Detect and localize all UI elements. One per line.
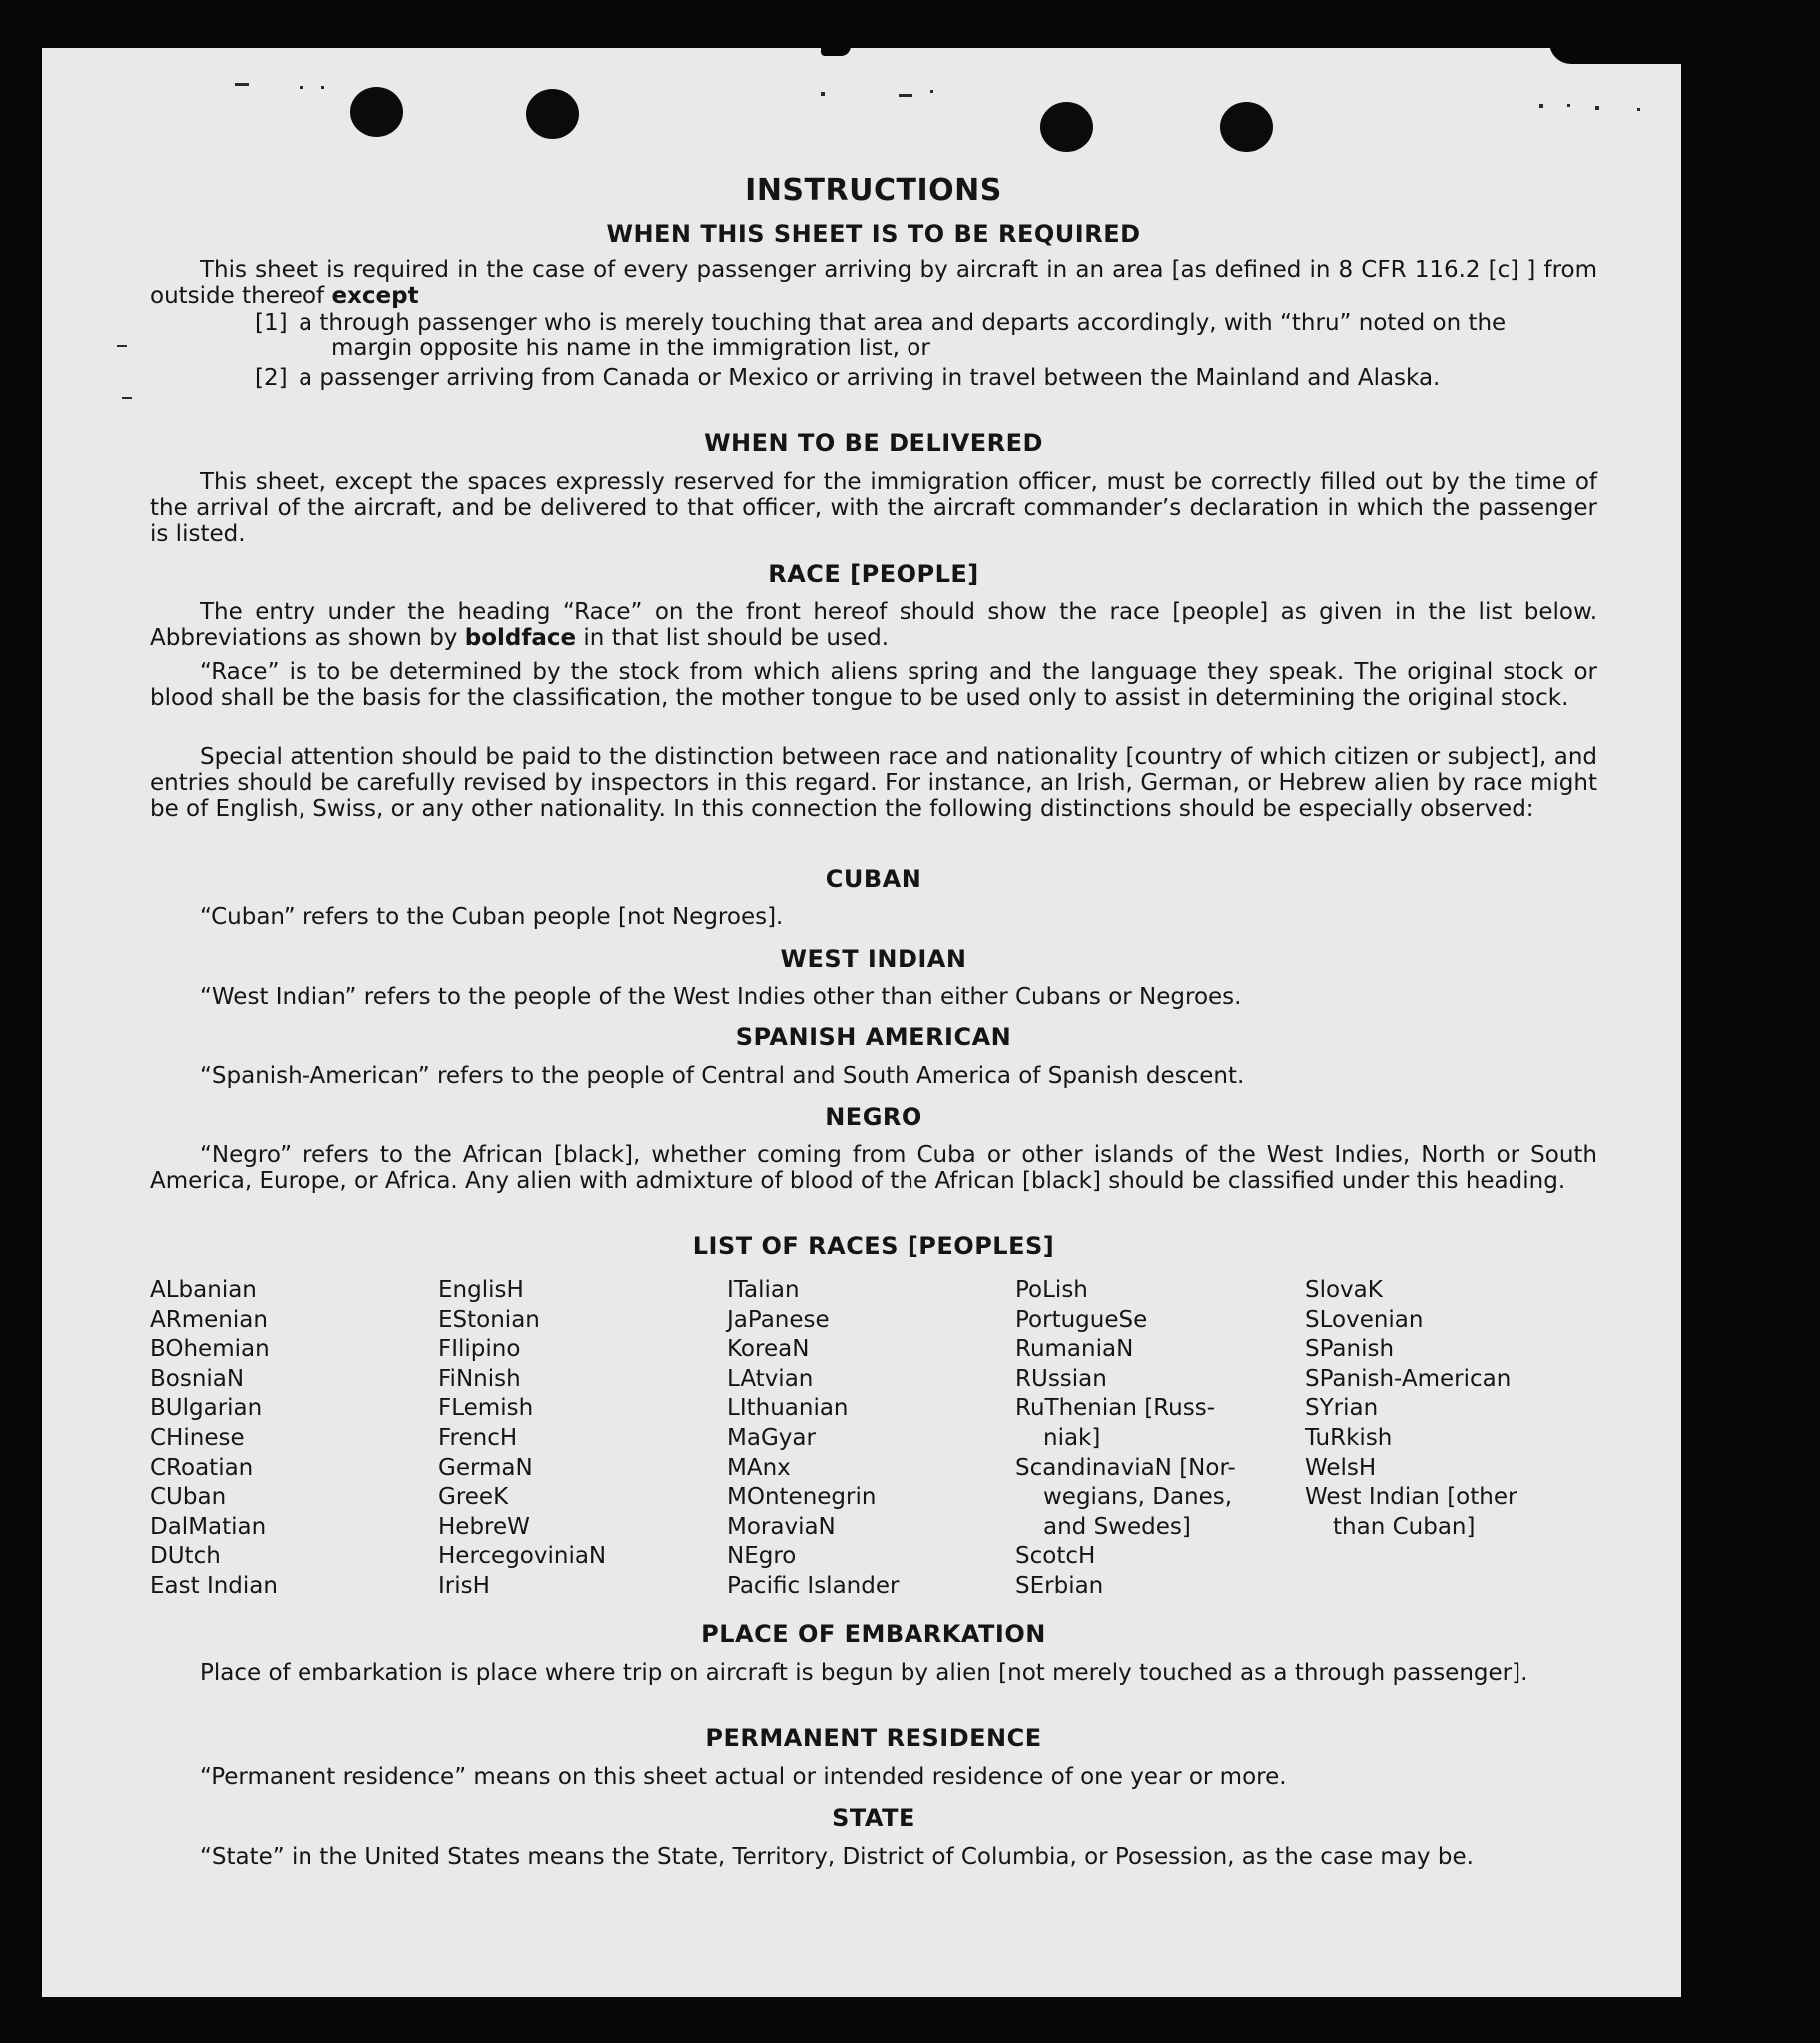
section-heading: STATE bbox=[832, 1804, 915, 1832]
race-entry: NEgro bbox=[727, 1543, 797, 1570]
paragraph: Special attention should be paid to the distinction between race and nationality [country of which citizen or subject], and entries should be carefully revised by inspectors in this regard. For instance, an Irish, German, or Hebrew alien by race might be of English, Swiss, or any other nationality. In this connection the following distinctions should be especially observed: bbox=[150, 744, 1597, 822]
race-entry: MaGyar bbox=[727, 1424, 816, 1451]
speck bbox=[899, 94, 912, 97]
race-entry: SLovenian bbox=[1305, 1306, 1424, 1333]
race-entry: BOhemian bbox=[150, 1336, 270, 1363]
race-entry: RUssian bbox=[1015, 1365, 1107, 1392]
section-heading: WHEN TO BE DELIVERED bbox=[704, 429, 1043, 457]
race-entry: ARmenian bbox=[150, 1306, 268, 1333]
paragraph bbox=[150, 599, 1597, 651]
race-entry: IrisH bbox=[438, 1572, 490, 1599]
race-entry: BUlgarian bbox=[150, 1395, 263, 1422]
race-entry: GreeK bbox=[438, 1484, 509, 1511]
race-entry: FIlipino bbox=[438, 1336, 521, 1363]
paragraph: “Race” is to be determined by the stock from which aliens spring and the language they speak. The original stock or blood shall be the basis for the classification, the mother tongue to be used only to assist in determining the original stock. bbox=[150, 659, 1597, 711]
item-text: a passenger arriving from Canada or Mexico or arriving in travel between the Mainland and Alaska. bbox=[299, 365, 1441, 391]
speck bbox=[930, 90, 933, 93]
race-entry: WelsH bbox=[1305, 1454, 1377, 1481]
race-entry: FrencH bbox=[438, 1424, 518, 1451]
race-entry: CUban bbox=[150, 1484, 227, 1511]
item-number: [2] bbox=[255, 365, 288, 391]
emphasis-text: boldface bbox=[464, 625, 577, 651]
race-entry: MOntenegrin bbox=[727, 1484, 877, 1511]
speck bbox=[235, 83, 249, 86]
race-entry: ScotcH bbox=[1015, 1543, 1096, 1570]
race-entry: RuThenian [Russ- bbox=[1015, 1395, 1216, 1422]
race-entry: SErbian bbox=[1015, 1572, 1104, 1599]
race-entry: CRoatian bbox=[150, 1454, 254, 1481]
race-entry: LIthuanian bbox=[727, 1395, 849, 1422]
race-entry: BosniaN bbox=[150, 1365, 245, 1392]
race-entry: niak] bbox=[1043, 1424, 1101, 1451]
race-entry: DUtch bbox=[150, 1543, 221, 1570]
speck bbox=[321, 86, 324, 89]
paragraph: “Permanent residence” means on this sheet actual or intended residence of one year or more. bbox=[200, 1764, 1287, 1790]
item-text: a through passenger who is merely touching that area and departs accordingly, with “thru” noted on the bbox=[299, 310, 1507, 336]
race-column bbox=[727, 1276, 986, 1602]
punch-hole bbox=[1220, 102, 1273, 152]
emphasis-text: except bbox=[331, 283, 419, 309]
race-entry: RumaniaN bbox=[1015, 1336, 1134, 1363]
race-entry: SPanish-American bbox=[1305, 1365, 1512, 1392]
paragraph: “Cuban” refers to the Cuban people [not Negroes]. bbox=[200, 904, 784, 930]
race-entry: Pacific Islander bbox=[727, 1572, 900, 1599]
section-heading: WEST INDIAN bbox=[780, 945, 967, 973]
speck bbox=[1539, 104, 1543, 108]
race-entry: PortugueSe bbox=[1015, 1306, 1148, 1333]
race-entry: GermaN bbox=[438, 1454, 533, 1481]
race-entry: EStonian bbox=[438, 1306, 540, 1333]
speck bbox=[821, 92, 825, 96]
speck bbox=[1567, 104, 1570, 107]
race-column bbox=[438, 1276, 698, 1602]
punch-hole bbox=[526, 89, 579, 139]
section-heading: RACE [PEOPLE] bbox=[768, 560, 979, 588]
speck bbox=[122, 397, 132, 399]
race-column bbox=[1015, 1276, 1275, 1602]
section-heading: LIST OF RACES [PEOPLES] bbox=[692, 1232, 1055, 1260]
race-entry: KoreaN bbox=[727, 1336, 810, 1363]
section-heading: SPANISH AMERICAN bbox=[735, 1023, 1012, 1051]
race-entry: MAnx bbox=[727, 1454, 791, 1481]
speck bbox=[117, 345, 127, 347]
race-entry: DalMatian bbox=[150, 1513, 267, 1540]
speck bbox=[1637, 108, 1640, 111]
race-entry: JaPanese bbox=[727, 1306, 830, 1333]
paragraph: This sheet, except the spaces expressly reserved for the immigration officer, must be correctly filled out by the time of the arrival of the aircraft, and be delivered to that officer, with the aircraft commander’s declaration in which the passenger is listed. bbox=[150, 469, 1597, 547]
paragraph: “West Indian” refers to the people of the West Indies other than either Cubans or Negroes. bbox=[200, 984, 1242, 1010]
race-entry: and Swedes] bbox=[1043, 1513, 1191, 1540]
page-title: INSTRUCTIONS bbox=[745, 173, 1002, 208]
paragraph: Place of embarkation is place where trip on aircraft is begun by alien [not merely touched as a through passenger]. bbox=[200, 1660, 1528, 1686]
item-number: [1] bbox=[255, 310, 288, 336]
race-column bbox=[1305, 1276, 1564, 1542]
race-entry: HebreW bbox=[438, 1513, 530, 1540]
paragraph: “Spanish-American” refers to the people of Central and South America of Spanish descent. bbox=[200, 1063, 1245, 1089]
race-entry: ALbanian bbox=[150, 1277, 257, 1303]
race-entry: ScandinaviaN [Nor- bbox=[1015, 1454, 1236, 1481]
race-entry: CHinese bbox=[150, 1424, 245, 1451]
paragraph bbox=[150, 257, 1597, 309]
race-entry: FiNnish bbox=[438, 1365, 521, 1392]
paragraph: “State” in the United States means the State, Territory, District of Columbia, or Posession, as the case may be. bbox=[200, 1844, 1474, 1870]
section-heading: PLACE OF EMBARKATION bbox=[701, 1620, 1046, 1648]
paragraph-text: This sheet is required in the case of every passenger arriving by aircraft in an area [as defined in 8 CFR 116.2 [c] ] from outside thereof bbox=[150, 257, 1597, 309]
paragraph-text: The entry under the heading “Race” on the front hereof should show the race [people] as given in the list below. Abbreviations as shown by bbox=[150, 599, 1597, 651]
paragraph: “Negro” refers to the African [black], whether coming from Cuba or other islands of the West Indies, North or South America, Europe, or Africa. Any alien with admixture of blood of the African [black] should be classified under this heading. bbox=[150, 1142, 1597, 1194]
race-entry: than Cuban] bbox=[1333, 1513, 1476, 1540]
race-entry: SYrian bbox=[1305, 1395, 1379, 1422]
paper-tear bbox=[821, 42, 851, 56]
race-entry: East Indian bbox=[150, 1572, 278, 1599]
speck bbox=[1595, 106, 1599, 110]
speck bbox=[300, 86, 303, 89]
race-entry: MoraviaN bbox=[727, 1513, 836, 1540]
race-entry: wegians, Danes, bbox=[1043, 1484, 1233, 1511]
race-entry: West Indian [other bbox=[1305, 1484, 1517, 1511]
race-entry: SlovaK bbox=[1305, 1277, 1383, 1303]
race-entry: ITalian bbox=[727, 1277, 800, 1303]
section-heading: WHEN THIS SHEET IS TO BE REQUIRED bbox=[606, 220, 1141, 248]
race-entry: LAtvian bbox=[727, 1365, 814, 1392]
section-heading: PERMANENT RESIDENCE bbox=[705, 1724, 1042, 1752]
race-column bbox=[150, 1276, 409, 1602]
punch-hole bbox=[1040, 102, 1093, 152]
paragraph-text: in that list should be used. bbox=[583, 625, 890, 651]
race-entry: SPanish bbox=[1305, 1336, 1395, 1363]
race-entry: TuRkish bbox=[1305, 1424, 1393, 1451]
race-entry: EnglisH bbox=[438, 1277, 524, 1303]
race-entry: FLemish bbox=[438, 1395, 534, 1422]
section-heading: CUBAN bbox=[825, 865, 922, 893]
punch-hole bbox=[350, 87, 403, 137]
section-heading: NEGRO bbox=[825, 1103, 922, 1131]
item-text-continued: margin opposite his name in the immigration list, or bbox=[331, 336, 930, 361]
race-entry: HercegoviniaN bbox=[438, 1543, 607, 1570]
race-entry: PoLish bbox=[1015, 1277, 1088, 1303]
paper-tear bbox=[1549, 42, 1681, 64]
